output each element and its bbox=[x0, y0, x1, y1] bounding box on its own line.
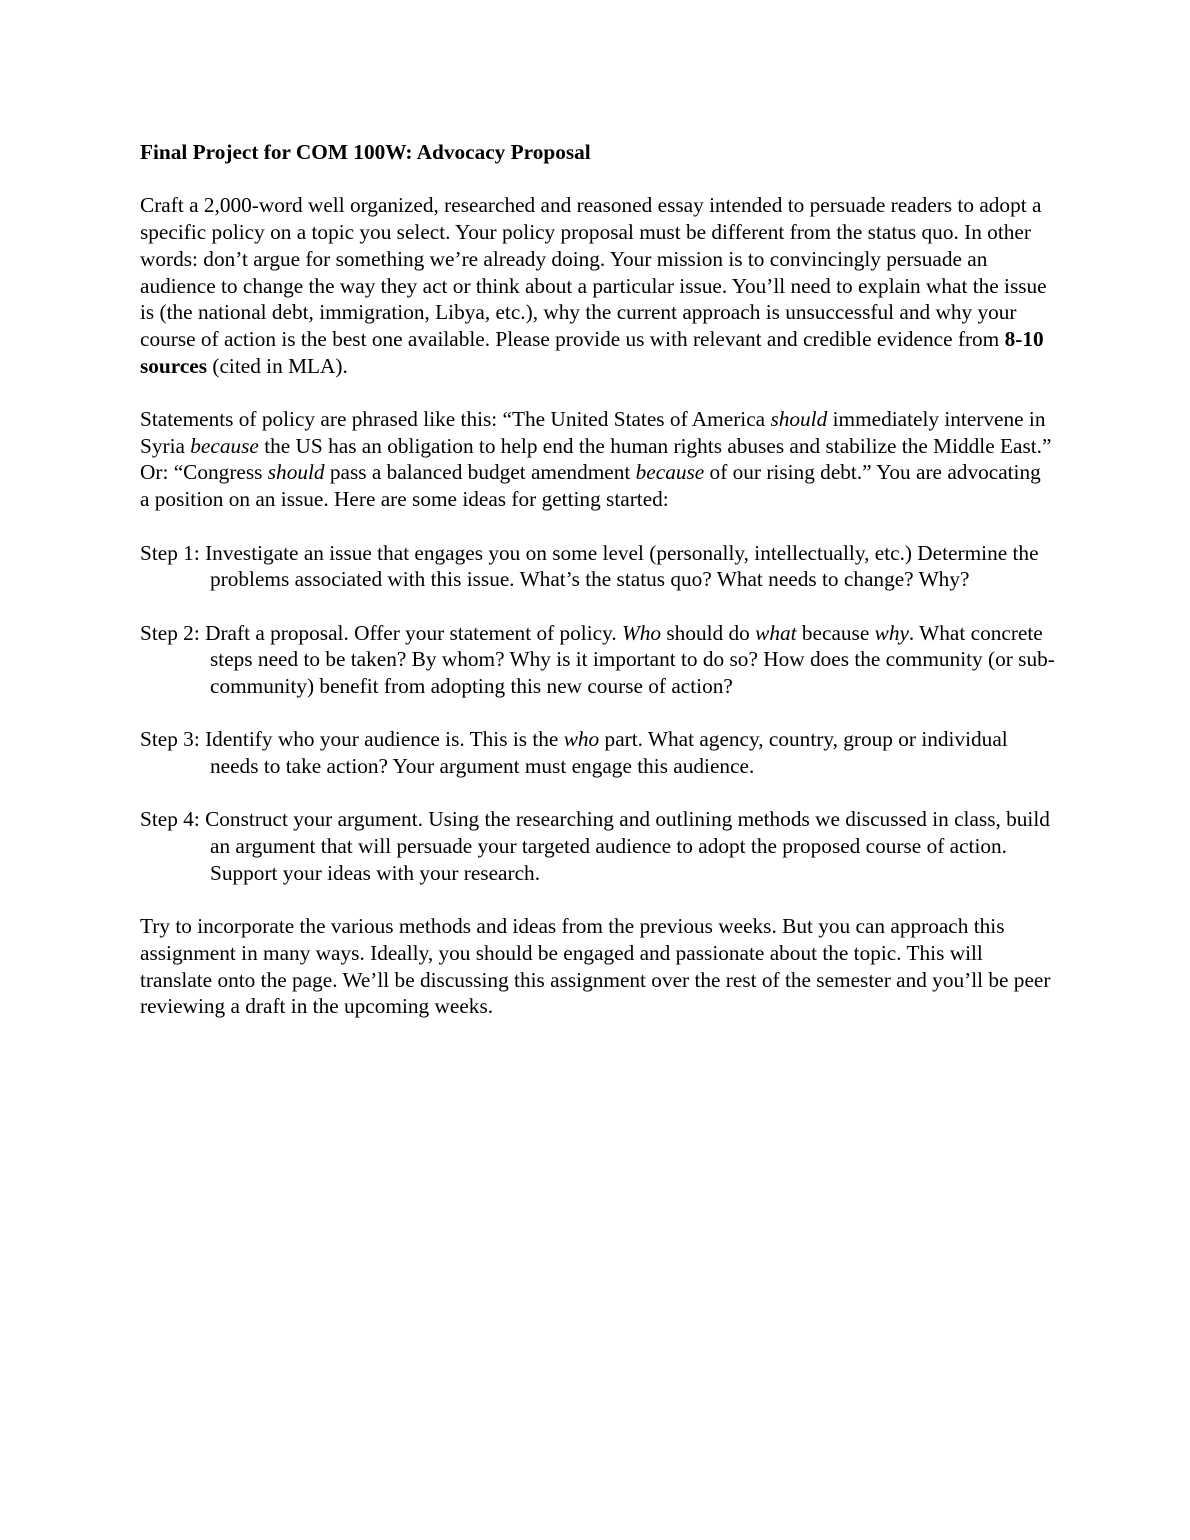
step-2-text-1: Step 2: Draft a proposal. Offer your statement of policy. bbox=[140, 620, 623, 645]
policy-emphasis-2: because bbox=[190, 433, 259, 458]
step-4 bbox=[140, 806, 1055, 886]
sources-count: 8-10 sources bbox=[140, 326, 1044, 378]
step-3-emphasis-1: who bbox=[563, 727, 600, 752]
policy-text-3: the US has an obligation to help end the human rights abuses and stabilize the Middle East.” Or: “Congress bbox=[140, 433, 1052, 485]
step-2 bbox=[140, 620, 1055, 700]
step-3-text-2: part. What agency, country, group or individual needs to take action? Your argument must engage this audience. bbox=[210, 727, 1008, 779]
policy-emphasis-4: because bbox=[635, 460, 705, 485]
step-2-text-2: should do bbox=[661, 620, 756, 645]
step-2-text-4: . What concrete steps need to be taken? By whom? Why is it important to do so? How does the community (or sub-community) benefit from adopting this new course of action? bbox=[210, 620, 1055, 698]
step-2-text-3: because bbox=[796, 620, 875, 645]
step-1-text: Step 1: Investigate an issue that engages you on some level (personally, intellectually, etc.) Determine the problems associated with this issue. What’s the status quo? What needs to change? Why? bbox=[140, 540, 1039, 592]
step-1 bbox=[140, 540, 1055, 593]
document-title: Final Project for COM 100W: Advocacy Proposal bbox=[140, 140, 591, 164]
closing-paragraph: Try to incorporate the various methods and ideas from the previous weeks. But you can approach this assignment in many ways. Ideally, you should be engaged and passionate about the topic. This will translate onto the page. We’ll be discussing this assignment over the rest of the semester and you’ll be peer reviewing a draft in the upcoming weeks. bbox=[140, 914, 1051, 1019]
policy-text-1: Statements of policy are phrased like this: “The United States of America bbox=[140, 407, 771, 431]
step-3-text-1: Step 3: Identify who your audience is. This is the bbox=[140, 727, 564, 752]
policy-text-5: of our rising debt.” You are advocating a position on an issue. Here are some ideas for getting started: bbox=[140, 460, 1041, 512]
policy-text-2: immediately intervene in Syria bbox=[140, 407, 1046, 458]
step-2-emphasis-2: what bbox=[755, 620, 797, 645]
policy-emphasis-3: should bbox=[267, 460, 325, 485]
step-2-emphasis-3: why bbox=[874, 620, 909, 645]
document-page bbox=[140, 139, 1055, 1047]
step-3 bbox=[140, 726, 1055, 779]
step-2-emphasis-1: Who bbox=[622, 620, 662, 645]
policy-text-4: pass a balanced budget amendment bbox=[324, 460, 636, 485]
intro-text: Craft a 2,000-word well organized, researched and reasoned essay intended to persuade readers to adopt a specific policy on a topic you select. Your policy proposal must be different from the status quo. In other words: don’t argue for something we’re already doing. Your mission is to convincingly persuade an audience to change the way they act or think about a particular issue. You’ll need to explain what the issue is (the national debt, immigration, Libya, etc.), why the current approach is unsuccessful and why your course of action is the best one available. Please provide us with relevant and credible evidence from bbox=[140, 193, 1047, 351]
intro-paragraph bbox=[140, 192, 1055, 379]
policy-paragraph bbox=[140, 406, 1055, 513]
step-4-text: Step 4: Construct your argument. Using the researching and outlining methods we discussed in class, build an argument that will persuade your targeted audience to adopt the proposed course of action. Support your ideas with your research. bbox=[140, 807, 1050, 885]
intro-text-end: (cited in MLA). bbox=[207, 353, 348, 378]
policy-emphasis-1: should bbox=[770, 407, 828, 431]
